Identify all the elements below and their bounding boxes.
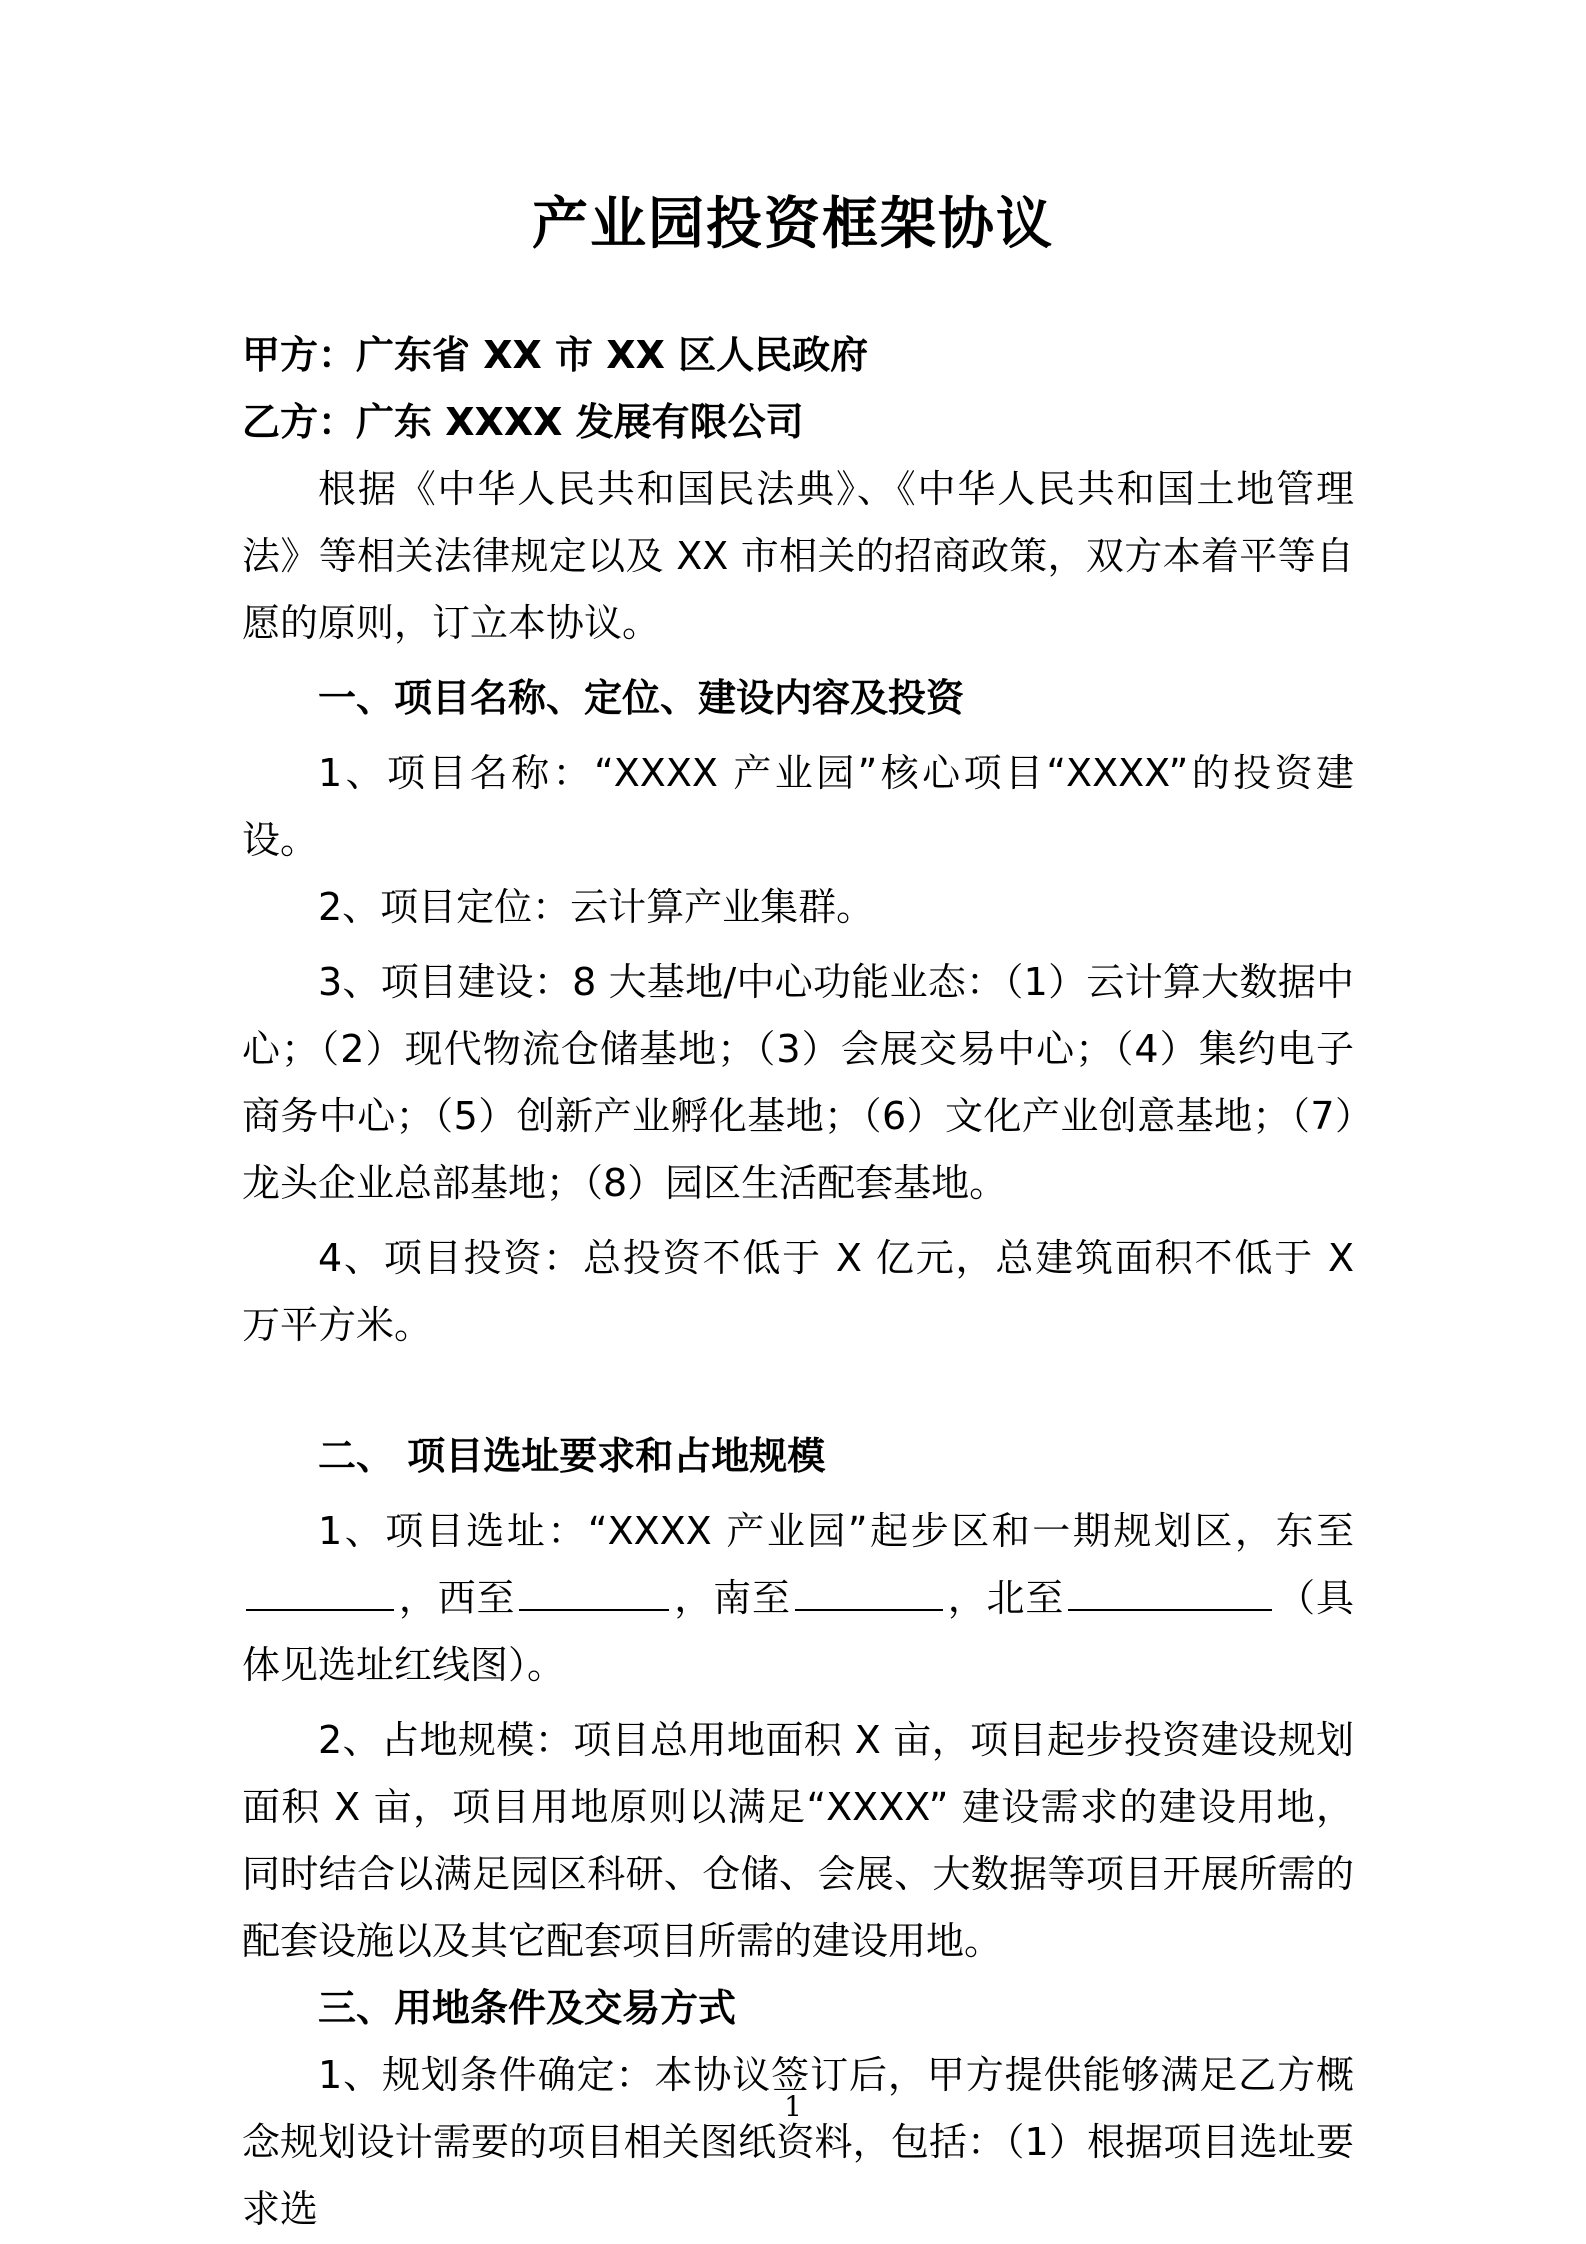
document-title: 产业园投资框架协议 (532, 192, 1054, 257)
section2-item-2: 2、占地规模：项目总用地面积 X 亩，项目起步投资建设规划面积 X 亩，项目用地原则以满足“XXXX” 建设需求的建设用地，同时结合以满足园区科研、仓储、会展、大数据等项目开展所需的配套设施以及其它配套项目所需的建设用地。 (242, 1718, 1354, 1963)
east-blank (246, 1575, 394, 1611)
section3-item-1: 1、规划条件确定：本协议签订后，甲方提供能够满足乙方概念规划设计需要的项目相关图纸资料，包括：（1）根据项目选址要求选 (242, 2053, 1354, 2231)
north-blank (1068, 1575, 1272, 1611)
site-north-label: ，北至 (946, 1576, 1065, 1620)
section2-item-1 (242, 1498, 1354, 1699)
intro-paragraph: 根据《中华人民共和国民法典》、《中华人民共和国土地管理法》等相关法律规定以及 XX 市相关的招商政策，双方本着平等自愿的原则，订立本协议。 (242, 467, 1354, 645)
section1-item-4: 4、项目投资：总投资不低于 X 亿元，总建筑面积不低于 X 万平方米。 (242, 1236, 1354, 1347)
page-number: 1 (784, 2090, 802, 2123)
site-west-label: ，西至 (398, 1576, 516, 1620)
section1-item-3: 3、项目建设：8 大基地/中心功能业态：（1）云计算大数据中心；（2）现代物流仓储基地；（3）会展交易中心；（4）集约电子商务中心；（5）创新产业孵化基地；（6）文化产业创意基地；（7）龙头企业总部基地；（8）园区生活配套基地。 (242, 960, 1354, 1205)
party-b: 乙方：广东 XXXX 发展有限公司 (242, 400, 804, 444)
site-tail: （具体见选址红线图）。 (242, 1576, 1354, 1687)
site-south-label: ，南至 (673, 1576, 791, 1620)
party-a: 甲方：广东省 XX 市 XX 区人民政府 (242, 333, 869, 377)
section1-item-1: 1、项目名称：“XXXX 产业园”核心项目“XXXX”的投资建设。 (242, 751, 1354, 862)
section2-heading: 二、 项目选址要求和占地规模 (318, 1434, 826, 1478)
south-blank (795, 1575, 943, 1611)
section3-heading: 三、用地条件及交易方式 (318, 1986, 737, 2030)
site-lead: 1、项目选址：“XXXX 产业园”起步区和一期规划区，东至 (318, 1509, 1354, 1553)
section1-heading: 一、项目名称、定位、建设内容及投资 (318, 676, 965, 720)
section1-item-2: 2、项目定位：云计算产业集群。 (318, 885, 875, 929)
west-blank (519, 1575, 669, 1611)
document-body (242, 322, 1354, 2243)
